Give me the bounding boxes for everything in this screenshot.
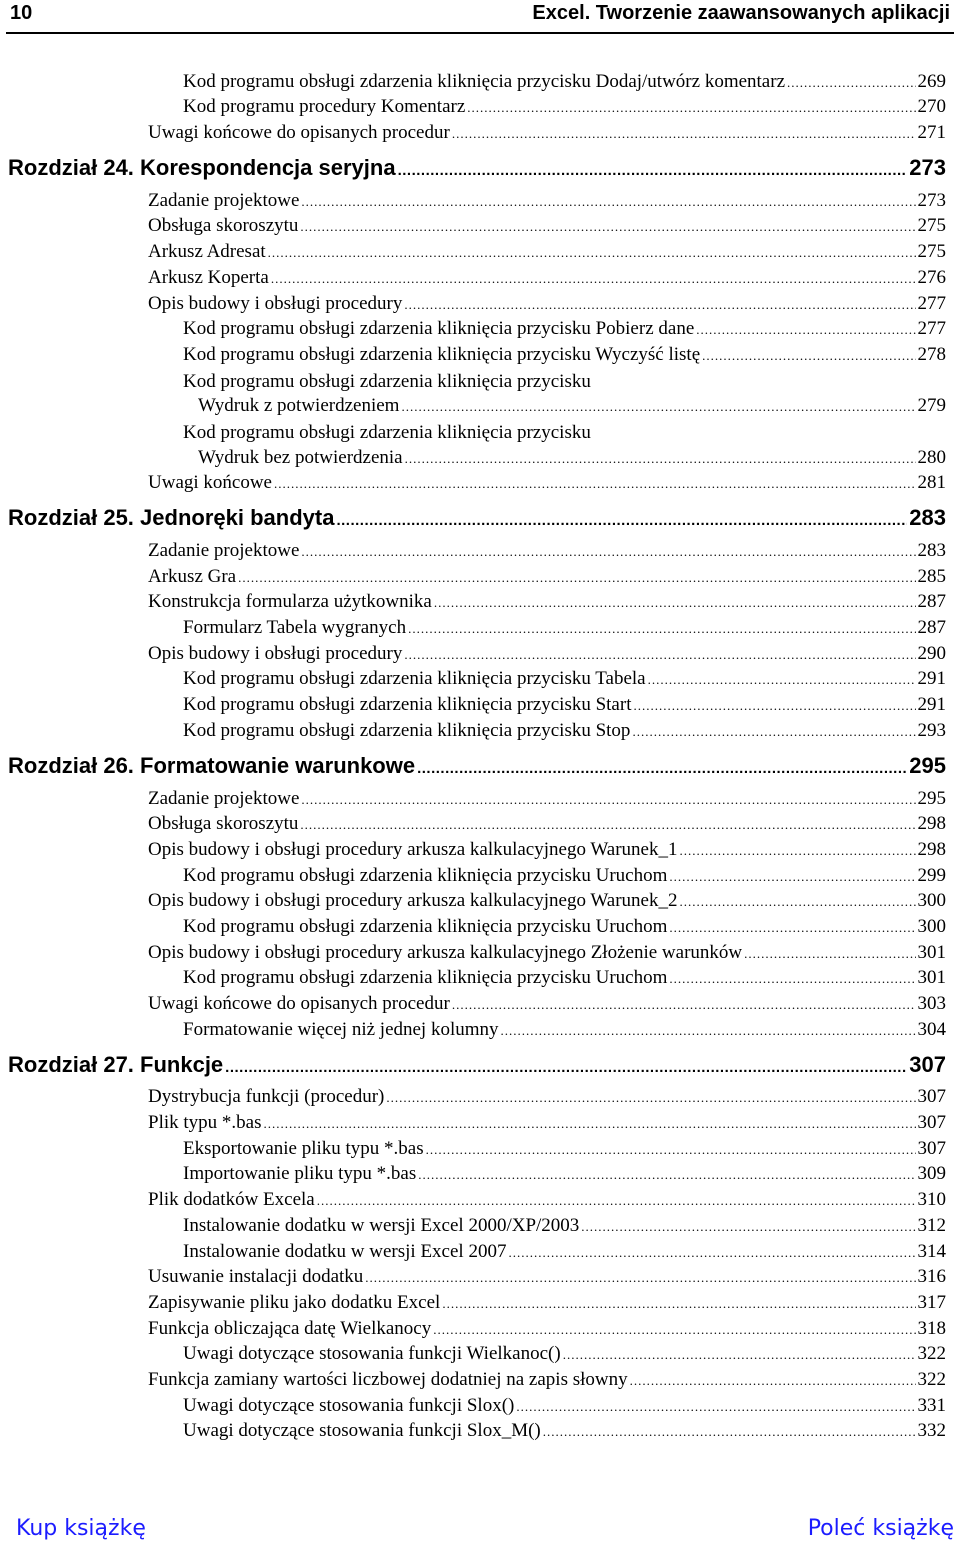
toc-entry (0, 1019, 960, 1045)
toc-entry-title: Plik typu *.bas (148, 1112, 262, 1134)
toc-page-number: 290 (917, 642, 946, 664)
toc-page-number: 303 (917, 993, 946, 1014)
toc-page-number: 309 (917, 1163, 946, 1185)
toc-entry-title: Uwagi dotyczące stosowania funkcji Wielkanoc() (183, 1343, 561, 1365)
toc-entry-title: Kod programu obsługi zdarzenia kliknięcia przycisku Start (183, 694, 632, 716)
toc-entry-line (148, 241, 946, 264)
toc-entry (0, 396, 960, 422)
dot-leader (702, 345, 915, 367)
toc-entry-line (183, 1343, 946, 1366)
toc-entry-title: Arkusz Koperta (148, 266, 269, 288)
toc-page-number: 300 (917, 915, 946, 937)
toc-page-number: 304 (917, 1018, 946, 1040)
toc-entry (0, 71, 960, 97)
toc-entry-title: Kod programu obsługi zdarzenia kliknięcia przycisku Tabela (183, 668, 646, 690)
toc-entry-title: Funkcja obliczająca datę Wielkanocy (148, 1317, 432, 1339)
dot-leader (317, 1190, 916, 1212)
toc-page-number: 275 (917, 241, 946, 263)
toc-entry-line (148, 813, 946, 836)
toc-entry-line (183, 344, 946, 367)
toc-entry-title: Kod programu obsługi zdarzenia kliknięcia przycisku Uruchom (183, 864, 668, 886)
toc-entry-line (148, 942, 946, 965)
toc-page-number: 287 (917, 591, 946, 613)
toc-entry-line (148, 839, 946, 862)
toc-entry-title: Usuwanie instalacji dodatku (148, 1266, 364, 1288)
toc-entry-line (148, 472, 946, 495)
toc-entry-title: Dystrybucja funkcji (procedur) (148, 1086, 385, 1108)
toc-entry-title: Instalowanie dodatku w wersji Excel 2007 (183, 1240, 507, 1262)
toc-entry (0, 1292, 960, 1318)
toc-entry-line (183, 1163, 946, 1186)
dot-leader (563, 1344, 916, 1366)
toc-entry-line (8, 155, 946, 184)
dot-leader (238, 567, 915, 589)
toc-entry-title: Formularz Tabela wygranych (183, 617, 407, 639)
toc-entry-line (148, 540, 946, 563)
dot-leader (679, 891, 915, 913)
toc-entry-line (148, 890, 946, 913)
toc-entry-title: Kod programu obsługi zdarzenia kliknięcia przycisku Uruchom (183, 915, 668, 937)
recommend-book-link[interactable]: Poleć książkę (807, 1516, 954, 1541)
toc-entry-line (148, 1189, 946, 1212)
chapter-title: Rozdział 24. Korespondencja seryjna (8, 155, 396, 181)
toc-entry-title: Eksportowanie pliku typu *.bas (183, 1137, 424, 1159)
toc-entry (0, 1318, 960, 1344)
toc-entry (0, 1267, 960, 1293)
toc-entry-line (8, 753, 946, 782)
toc-entry (0, 1344, 960, 1370)
toc-entry (0, 241, 960, 267)
toc-page-number: 283 (917, 540, 946, 561)
toc-page-number: 298 (917, 813, 946, 835)
dot-leader (516, 1396, 915, 1418)
toc-entry (0, 344, 960, 370)
toc-entry-title: Uwagi dotyczące stosowania funkcji Slox_M() (183, 1420, 541, 1442)
toc-entry-line (148, 215, 946, 238)
book-title: Excel. Tworzenie zaawansowanych aplikacji (532, 2, 950, 24)
toc-entry-line (183, 1241, 946, 1264)
toc-page-number: 293 (917, 719, 946, 741)
toc-entry (0, 788, 960, 814)
toc-chapter-entry (0, 1045, 960, 1087)
toc-page-number: 276 (917, 266, 946, 288)
toc-entry-title: Importowanie pliku typu *.bas (183, 1163, 417, 1185)
toc-page-number: 273 (917, 189, 946, 211)
toc-chapter-entry (0, 148, 960, 190)
dot-leader (418, 1164, 915, 1186)
dot-leader (632, 721, 915, 743)
chapter-title: Rozdział 27. Funkcje (8, 1051, 224, 1077)
toc-entry (0, 865, 960, 891)
page-header (6, 0, 954, 34)
dot-leader (787, 72, 916, 94)
toc-entry-line (148, 591, 946, 614)
toc-entry-line (183, 720, 946, 743)
toc-entry (0, 122, 960, 148)
table-of-contents (0, 71, 960, 1446)
toc-entry (0, 1369, 960, 1395)
toc-entry-title: Arkusz Gra (148, 565, 237, 587)
toc-entry (0, 617, 960, 643)
toc-entry-line (148, 1369, 946, 1392)
toc-entry (0, 891, 960, 917)
toc-entry-title: Wydruk bez potwierdzenia (198, 446, 403, 468)
toc-entry-title: Uwagi końcowe (148, 472, 272, 494)
toc-entry (0, 421, 960, 447)
toc-entry-line (183, 422, 946, 444)
dot-leader (696, 319, 915, 341)
toc-entry (0, 473, 960, 499)
toc-page-number: 285 (917, 565, 946, 587)
toc-page-number: 301 (917, 967, 946, 989)
toc-entry (0, 216, 960, 242)
toc-entry-title: Opis budowy i obsługi procedury arkusza kalkulacyjnego Złożenie warunków (148, 941, 743, 963)
toc-entry-title: Funkcja zamiany wartości liczbowej dodatniej na zapis słowny (148, 1368, 628, 1390)
dot-leader (408, 618, 915, 640)
toc-entry-line (8, 505, 946, 534)
toc-entry-line (183, 71, 946, 94)
toc-page-number: 322 (917, 1343, 946, 1365)
toc-entry-title: Uwagi dotyczące stosowania funkcji Slox() (183, 1394, 515, 1416)
toc-page-number: 291 (917, 668, 946, 690)
toc-entry-line (183, 694, 946, 717)
toc-entry-line (148, 993, 946, 1016)
toc-page-number: 316 (917, 1266, 946, 1288)
toc-page-number: 279 (917, 395, 946, 417)
dot-leader (433, 1319, 915, 1341)
toc-entry (0, 1241, 960, 1267)
toc-entry-line (198, 447, 946, 470)
toc-page-number: 277 (917, 292, 946, 314)
dot-leader (365, 1267, 915, 1289)
toc-entry (0, 1087, 960, 1113)
toc-page-number: 307 (909, 1051, 946, 1077)
dot-leader (442, 1293, 915, 1315)
toc-entry (0, 267, 960, 293)
dot-leader (301, 541, 915, 563)
toc-entry (0, 319, 960, 345)
toc-entry-title: Kod programu obsługi zdarzenia kliknięcia przycisku (183, 370, 591, 392)
toc-page-number: 299 (917, 864, 946, 886)
toc-page-number: 295 (909, 752, 946, 778)
toc-entry-line (148, 293, 946, 316)
toc-entry-title: Plik dodatków Excela (148, 1189, 315, 1211)
toc-entry-title: Arkusz Adresat (148, 241, 266, 263)
toc-page-number: 312 (917, 1214, 946, 1236)
dot-leader (300, 814, 915, 836)
toc-entry-title: Kod programu obsługi zdarzenia kliknięcia przycisku Wyczyść listę (183, 343, 701, 365)
toc-entry (0, 814, 960, 840)
toc-page-number: 275 (917, 215, 946, 237)
toc-entry-title: Kod programu obsługi zdarzenia kliknięcia przycisku (183, 421, 591, 443)
dot-leader (404, 294, 915, 316)
toc-page-number: 295 (917, 787, 946, 809)
toc-page-number: 332 (917, 1420, 946, 1442)
toc-page-number: 322 (917, 1368, 946, 1390)
toc-entry (0, 190, 960, 216)
toc-entry-line (8, 1052, 946, 1081)
toc-page-number: 307 (917, 1112, 946, 1134)
chapter-title: Rozdział 26. Formatowanie warunkowe (8, 752, 416, 778)
dot-leader (405, 448, 916, 470)
toc-page-number: 283 (909, 505, 946, 531)
toc-page-number: 307 (917, 1137, 946, 1159)
toc-entry-line (148, 267, 946, 290)
toc-entry (0, 1164, 960, 1190)
toc-entry-line (148, 566, 946, 589)
dot-leader (508, 1242, 915, 1264)
toc-entry-title: Kod programu obsługi zdarzenia kliknięcia przycisku Stop (183, 719, 631, 741)
dot-leader (452, 123, 916, 145)
toc-entry (0, 1138, 960, 1164)
toc-entry-line (148, 1112, 946, 1135)
dot-leader (630, 1370, 916, 1392)
toc-entry (0, 540, 960, 566)
toc-entry (0, 293, 960, 319)
toc-page-number: 281 (917, 472, 946, 494)
toc-entry (0, 694, 960, 720)
toc-entry (0, 97, 960, 123)
toc-page-number: 300 (917, 890, 946, 912)
toc-entry (0, 592, 960, 618)
toc-page-number: 318 (917, 1317, 946, 1339)
toc-page-number: 277 (917, 318, 946, 340)
toc-entry-line (148, 1318, 946, 1341)
toc-entry-title: Kod programu obsługi zdarzenia kliknięcia przycisku Pobierz dane (183, 318, 695, 340)
dot-leader (271, 268, 916, 290)
dot-leader (268, 242, 916, 264)
dot-leader (501, 1020, 916, 1042)
dot-leader (744, 943, 915, 965)
dot-leader (679, 840, 915, 862)
toc-page-number: 317 (917, 1291, 946, 1313)
dot-leader (669, 917, 915, 939)
dot-leader (669, 866, 915, 888)
toc-entry-title: Zadanie projektowe (148, 540, 300, 561)
toc-entry-line (183, 1019, 946, 1042)
dot-leader (452, 994, 916, 1016)
toc-entry-title: Kod programu obsługi zdarzenia kliknięcia przycisku Dodaj/utwórz komentarz (183, 70, 785, 92)
dot-leader (404, 644, 915, 666)
toc-entry-title: Uwagi końcowe do opisanych procedur (148, 993, 450, 1014)
dot-leader (417, 756, 907, 782)
toc-entry-title: Uwagi końcowe do opisanych procedur (148, 122, 450, 144)
dot-leader (543, 1421, 916, 1443)
toc-page-number: 310 (917, 1189, 946, 1211)
toc-entry-line (148, 190, 946, 213)
toc-entry-line (148, 122, 946, 145)
dot-leader (426, 1139, 916, 1161)
dot-leader (301, 191, 915, 213)
dot-leader (225, 1055, 907, 1081)
dot-leader (434, 592, 916, 614)
toc-entry (0, 916, 960, 942)
dot-leader (300, 216, 915, 238)
toc-chapter-entry (0, 498, 960, 540)
toc-entry (0, 1395, 960, 1421)
toc-entry-line (148, 1086, 946, 1109)
toc-entry-title: Instalowanie dodatku w wersji Excel 2000/XP/2003 (183, 1214, 580, 1236)
toc-chapter-entry (0, 746, 960, 788)
toc-entry (0, 720, 960, 746)
toc-page-number: 291 (917, 694, 946, 716)
toc-entry (0, 447, 960, 473)
toc-entry-title: Obsługa skoroszytu (148, 215, 299, 237)
dot-leader (386, 1087, 915, 1109)
toc-entry-line (183, 916, 946, 939)
toc-entry-line (148, 1266, 946, 1289)
dot-leader (274, 473, 916, 495)
toc-entry-title: Zadanie projektowe (148, 189, 300, 211)
toc-entry-title: Obsługa skoroszytu (148, 813, 299, 835)
toc-entry-line (198, 395, 946, 418)
toc-entry-title: Kod programu procedury Komentarz (183, 96, 466, 118)
toc-page-number: 271 (917, 122, 946, 144)
toc-entry (0, 1189, 960, 1215)
toc-entry-line (183, 1420, 946, 1443)
dot-leader (467, 97, 915, 119)
toc-entry-title: Kod programu obsługi zdarzenia kliknięcia przycisku Uruchom (183, 967, 668, 989)
toc-entry (0, 669, 960, 695)
toc-entry-line (183, 617, 946, 640)
toc-entry-line (183, 967, 946, 990)
toc-entry-title: Zadanie projektowe (148, 787, 300, 809)
toc-page-number: 273 (909, 155, 946, 181)
toc-entry (0, 1421, 960, 1447)
dot-leader (401, 396, 915, 418)
toc-entry (0, 643, 960, 669)
toc-entry-title: Zapisywanie pliku jako dodatku Excel (148, 1291, 441, 1313)
toc-entry-title: Opis budowy i obsługi procedury arkusza kalkulacyjnego Warunek_2 (148, 890, 678, 912)
toc-page-number: 301 (917, 941, 946, 963)
buy-book-link[interactable]: Kup książkę (16, 1516, 146, 1541)
toc-entry-line (183, 668, 946, 691)
chapter-title: Rozdział 25. Jednoręki bandyta (8, 505, 335, 531)
toc-page-number: 280 (917, 446, 946, 468)
toc-page-number: 298 (917, 838, 946, 860)
toc-entry-title: Wydruk z potwierdzeniem (198, 395, 400, 417)
toc-entry (0, 1112, 960, 1138)
toc-entry-title: Opis budowy i obsługi procedury (148, 292, 403, 314)
toc-entry-title: Opis budowy i obsługi procedury (148, 642, 403, 664)
dot-leader (633, 695, 915, 717)
toc-entry-title: Formatowanie więcej niż jednej kolumny (183, 1018, 499, 1040)
toc-entry (0, 370, 960, 396)
toc-page-number: 270 (917, 96, 946, 118)
dot-leader (336, 508, 907, 534)
toc-entry (0, 993, 960, 1019)
toc-entry-line (183, 318, 946, 341)
toc-entry-line (183, 865, 946, 888)
toc-entry (0, 566, 960, 592)
toc-page-number: 314 (917, 1240, 946, 1262)
toc-page-number: 269 (917, 70, 946, 92)
dot-leader (669, 968, 915, 990)
toc-entry-line (183, 371, 946, 393)
toc-entry-title: Konstrukcja formularza użytkownika (148, 591, 432, 613)
toc-entry (0, 1215, 960, 1241)
toc-page-number: 331 (917, 1394, 946, 1416)
toc-entry-line (183, 96, 946, 119)
dot-leader (301, 789, 915, 811)
dot-leader (263, 1113, 915, 1135)
page-number: 10 (10, 2, 33, 24)
dot-leader (581, 1216, 915, 1238)
dot-leader (398, 158, 908, 184)
dot-leader (648, 669, 916, 691)
toc-entry (0, 942, 960, 968)
toc-entry-line (183, 1395, 946, 1418)
toc-entry (0, 968, 960, 994)
toc-entry-line (183, 1138, 946, 1161)
toc-page-number: 287 (917, 617, 946, 639)
toc-page-number: 307 (917, 1086, 946, 1108)
toc-entry (0, 839, 960, 865)
toc-entry-line (148, 643, 946, 666)
toc-entry-line (183, 1215, 946, 1238)
toc-entry-line (148, 788, 946, 811)
toc-page-number: 278 (917, 343, 946, 365)
toc-entry-title: Opis budowy i obsługi procedury arkusza kalkulacyjnego Warunek_1 (148, 838, 678, 860)
toc-entry-line (148, 1292, 946, 1315)
